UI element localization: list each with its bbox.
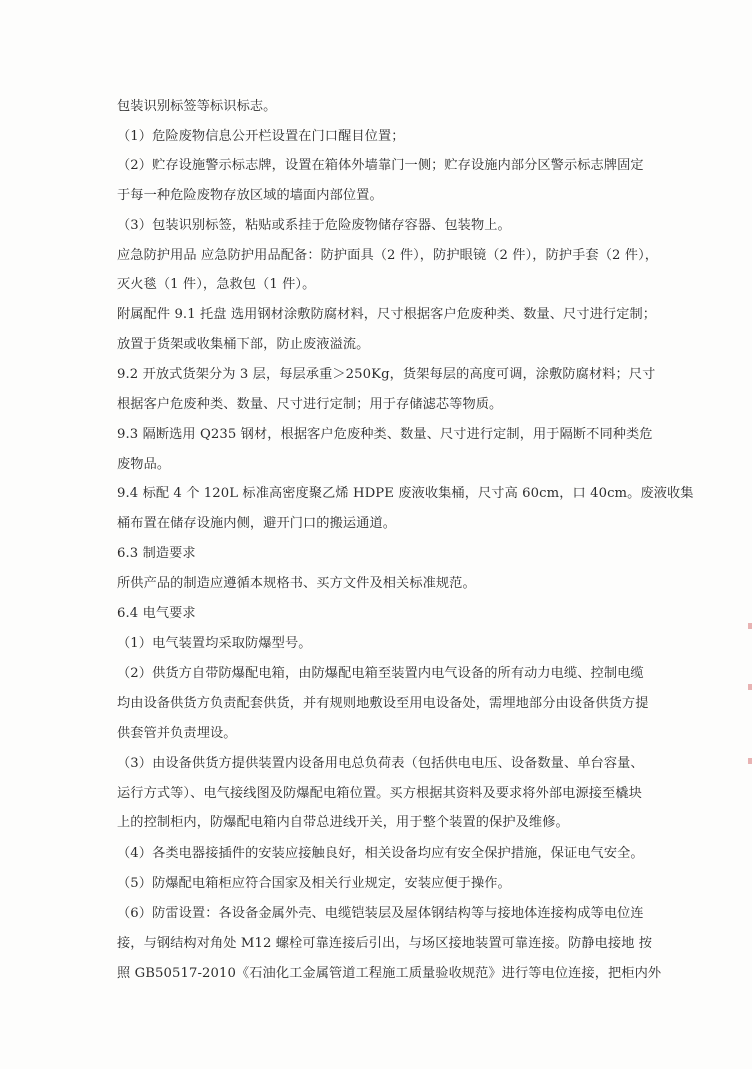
text-line: （1）电气装置均采取防爆型号。: [117, 636, 312, 651]
text-line: 放置于货架或收集桶下部，防止废液溢流。: [117, 337, 370, 352]
text-line: 应急防护用品 应急防护用品配备：防护面具（2 件），防护眼镜（2 件），防护手套（2 件），: [117, 248, 659, 263]
text-line: 9.3 隔断选用 Q235 钢材，根据客户危废种类、数量、尺寸进行定制，用于隔断不同种类危: [117, 427, 653, 442]
text-line: 上的控制柜内，防爆配电箱内自带总进线开关，用于整个装置的保护及维修。: [117, 815, 569, 830]
text-line: 所供产品的制造应遵循本规格书、买方文件及相关标准规范。: [117, 576, 476, 591]
text-line: （3）包装识别标签，粘贴或系挂于危险废物储存容器、包装物上。: [117, 218, 511, 233]
scan-mark: [748, 758, 752, 764]
text-line: 照 GB50517-2010《石油化工金属管道工程施工质量验收规范》进行等电位连接，把柜内外: [117, 966, 662, 981]
text-line: 灭火毯（1 件），急救包（1 件）。: [117, 277, 316, 292]
text-line: 废物品。: [117, 457, 171, 472]
text-line: 6.3 制造要求: [117, 546, 196, 561]
text-line: 6.4 电气要求: [117, 606, 196, 621]
text-line: （2）供货方自带防爆配电箱，由防爆配电箱至装置内电气设备的所有动力电缆、控制电缆: [117, 666, 644, 681]
text-line: 附属配件 9.1 托盘 选用钢材涂敷防腐材料，尺寸根据客户危废种类、数量、尺寸进行定制；: [117, 307, 657, 322]
text-line: 均由设备供货方负责配套供货，并有规则地敷设至用电设备处，需埋地部分由设备供货方提: [117, 696, 649, 711]
text-line: 于每一种危险废物存放区域的墙面内部位置。: [117, 188, 383, 203]
text-line: 接，与钢结构对角处 M12 螺栓可靠连接后引出，与场区接地装置可靠连接。防静电接地 按: [117, 936, 653, 951]
text-line: 包装识别标签等标识标志。: [117, 99, 277, 114]
text-line: （6）防雷设置：各设备金属外壳、电缆铠装层及屋体钢结构等与接地体连接构成等电位连: [117, 906, 644, 921]
text-line: 根据客户危废种类、数量、尺寸进行定制；用于存储滤芯等物质。: [117, 397, 503, 412]
text-line: （4）各类电器接插件的安装应接触良好，相关设备均应有安全保护措施，保证电气安全。: [117, 846, 644, 861]
text-line: 9.2 开放式货架分为 3 层，每层承重＞250Kg，货架每层的高度可调，涂敷防腐材料；尺寸: [117, 367, 656, 382]
text-line: 供套管并负责埋设。: [117, 726, 237, 741]
text-line: （2）贮存设施警示标志牌，设置在箱体外墙靠门一侧；贮存设施内部分区警示标志牌固定: [117, 158, 644, 173]
scan-mark: [748, 684, 752, 690]
scan-mark: [748, 623, 752, 629]
text-line: 运行方式等）、电气接线图及防爆配电箱位置。买方根据其资料及要求将外部电源接至橇块: [117, 786, 642, 801]
text-line: 9.4 标配 4 个 120L 标准高密度聚乙烯 HDPE 废液收集桶，尺寸高 60cm，口 40cm。废液收集: [117, 486, 694, 501]
text-line: 桶布置在储存设施内侧，避开门口的搬运通道。: [117, 516, 397, 531]
text-line: （3）由设备供货方提供装置内设备用电总负荷表（包括供电电压、设备数量、单台容量、: [117, 756, 644, 771]
text-line: （1）危险废物信息公开栏设置在门口醒目位置；: [117, 129, 405, 144]
text-line: （5）防爆配电箱柜应符合国家及相关行业规定，安装应便于操作。: [117, 876, 511, 891]
